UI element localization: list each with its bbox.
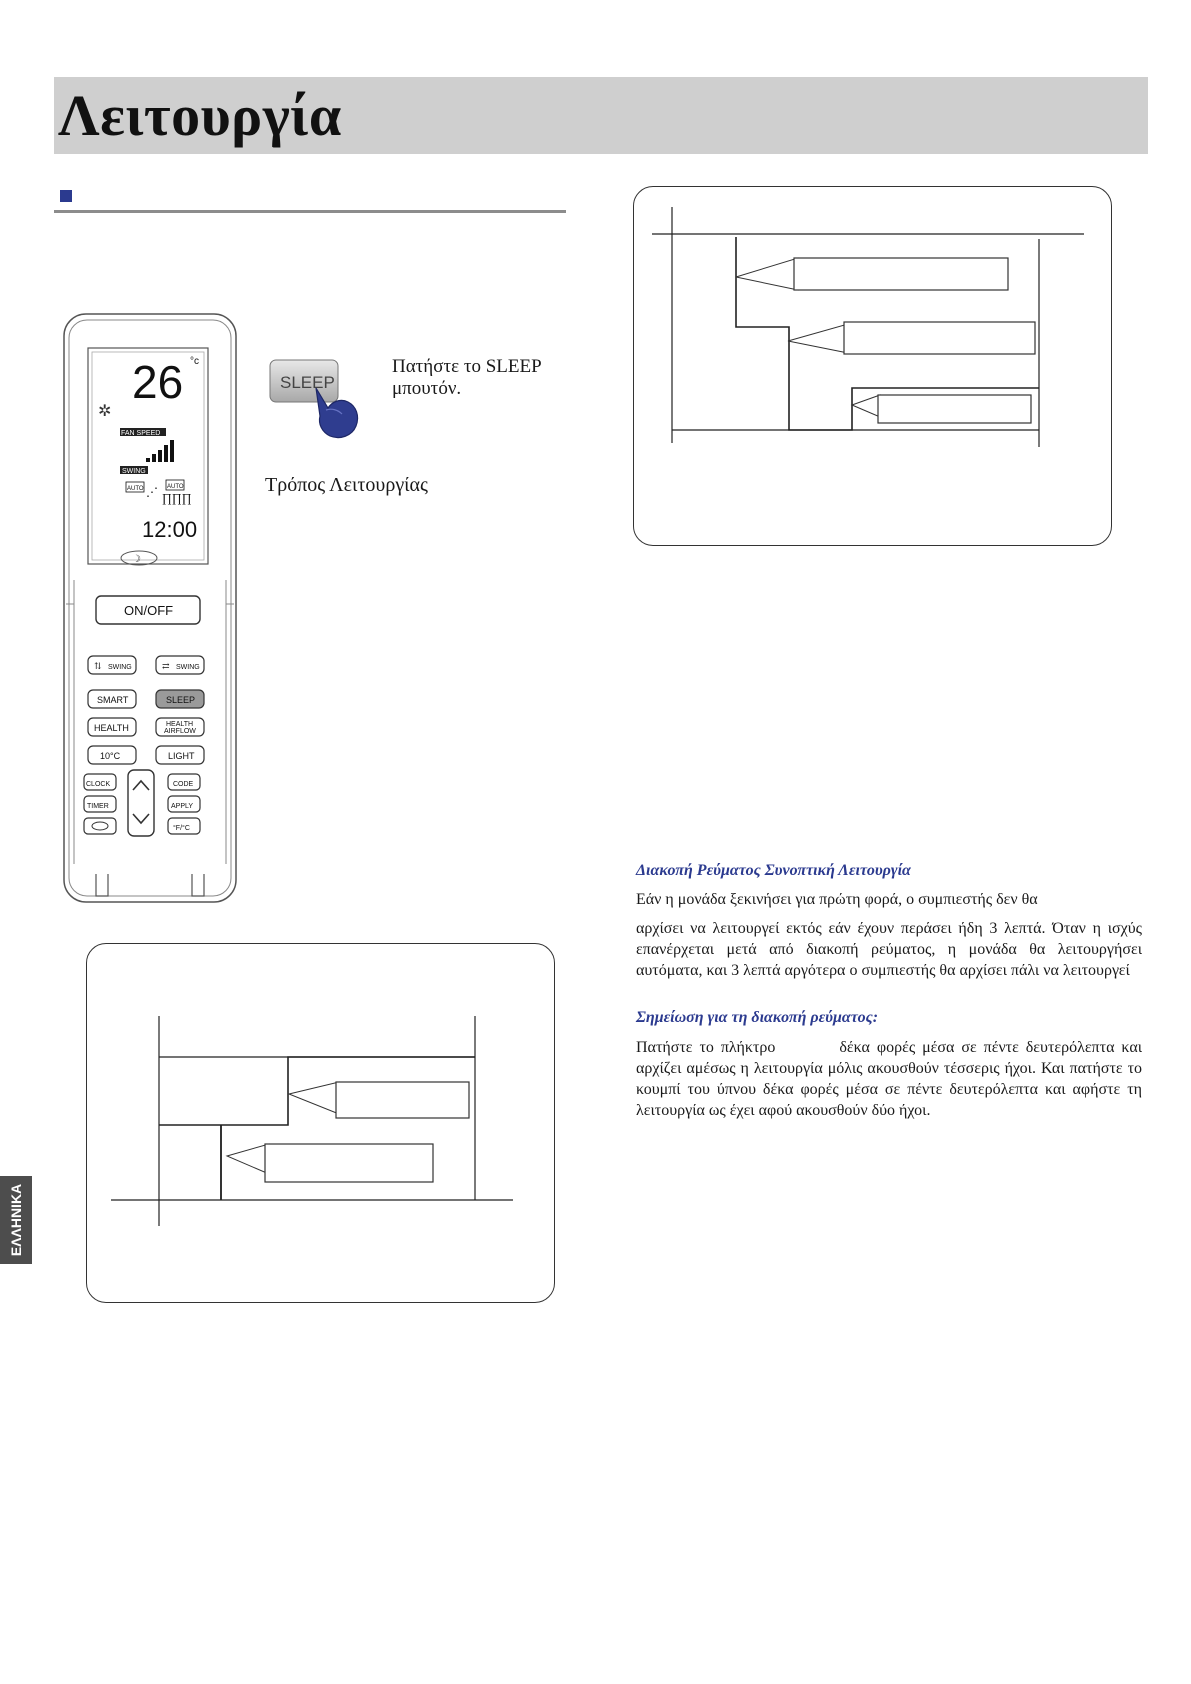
sleep-curve-panel-top (633, 186, 1112, 546)
power-note-paragraph: Πατήστε το πλήκτρο δέκα φορές μέσα σε πέντε δευτερόλεπτα και αρχίζει αμέσως η λειτουργία μόλις ακουσθούν τέσσερις ήχοι. Και πατήστε το κουμπί του ύπνου δέκα φορές μέσα σε πέντε δευτερόλεπτα και αφήστε τη λειτουργία ως έχει αφού ακουσθούν δύο ήχοι. (636, 1039, 1142, 1119)
svg-text:SMART: SMART (97, 695, 129, 705)
svg-text:HEALTH: HEALTH (94, 723, 129, 733)
lcd-unit: °c (190, 356, 199, 367)
svg-text:☽: ☽ (132, 554, 141, 565)
sleep-illustration-label: SLEEP (280, 373, 335, 392)
power-paragraph-2: αρχίσει να λειτουργεί εκτός εάν έχουν περάσει ήδη 3 λεπτά. Όταν η ισχύς επανέρχεται μετά από διακοπή ρεύματος, η μονάδα θα λειτουργήσει αυτόματα, και 3 λεπτά αργότερα ο συμπιεστής θα αρχίσει πάλι να λειτουργεί (636, 920, 1142, 979)
lcd-temperature: 26 (132, 356, 184, 408)
svg-text:CODE: CODE (173, 781, 194, 788)
swing-label: SWING (122, 468, 146, 475)
press-sleep-instruction: Πατήστε το SLEEP μπουτόν. (392, 356, 542, 399)
svg-text:AUTO: AUTO (127, 486, 144, 492)
fan-icon: ✲ (98, 403, 112, 420)
svg-text:HEALTH: HEALTH (166, 721, 194, 728)
remote-control (62, 312, 240, 908)
fan-speed-label: FAN SPEED (121, 430, 161, 437)
sleep-curve-panel-bottom (86, 943, 555, 1303)
section-rule (54, 210, 566, 213)
sleep-button-illustration (268, 358, 378, 442)
svg-text:AUTO: AUTO (167, 484, 184, 490)
language-tab-label: ΕΛΛΗΝΙΚΑ (8, 1183, 24, 1257)
page-title: Λειτουργία (58, 83, 342, 148)
step-diagram-heating (87, 944, 554, 1302)
svg-text:∏∏∏: ∏∏∏ (162, 491, 192, 505)
svg-text:LIGHT: LIGHT (168, 751, 195, 761)
svg-text:SWING: SWING (108, 664, 132, 671)
svg-text:⋰: ⋰ (146, 485, 158, 499)
svg-text:⇄: ⇄ (162, 661, 170, 671)
svg-text:APPLY: APPLY (171, 803, 194, 810)
power-paragraph-1: Εάν η μονάδα ξεκινήσει για πρώτη φορά, ο συμπιεστής δεν θα (636, 891, 1038, 908)
operation-mode-label: Τρόπος Λειτουργίας (265, 474, 428, 496)
svg-text:TIMER: TIMER (87, 803, 109, 810)
power-note-heading: Σημείωση για τη διακοπή ρεύματος: (636, 1009, 879, 1026)
language-tab (0, 1176, 32, 1264)
svg-text:CLOCK: CLOCK (86, 781, 111, 788)
lcd-clock: 12:00 (142, 517, 198, 542)
power-section-heading: Διακοπή Ρεύματος Συνοπτική Λειτουργία (636, 862, 911, 879)
svg-text:10°C: 10°C (100, 751, 121, 761)
svg-text:SLEEP: SLEEP (166, 695, 196, 705)
step-diagram-cooling (634, 187, 1111, 545)
svg-text:ON/OFF: ON/OFF (124, 603, 174, 618)
svg-text:⇅: ⇅ (94, 661, 102, 671)
svg-text:°F/°C: °F/°C (173, 825, 190, 832)
svg-text:AIRFLOW: AIRFLOW (164, 728, 196, 735)
svg-text:SWING: SWING (176, 664, 200, 671)
lock-button[interactable] (84, 818, 116, 834)
section-marker (60, 190, 72, 202)
